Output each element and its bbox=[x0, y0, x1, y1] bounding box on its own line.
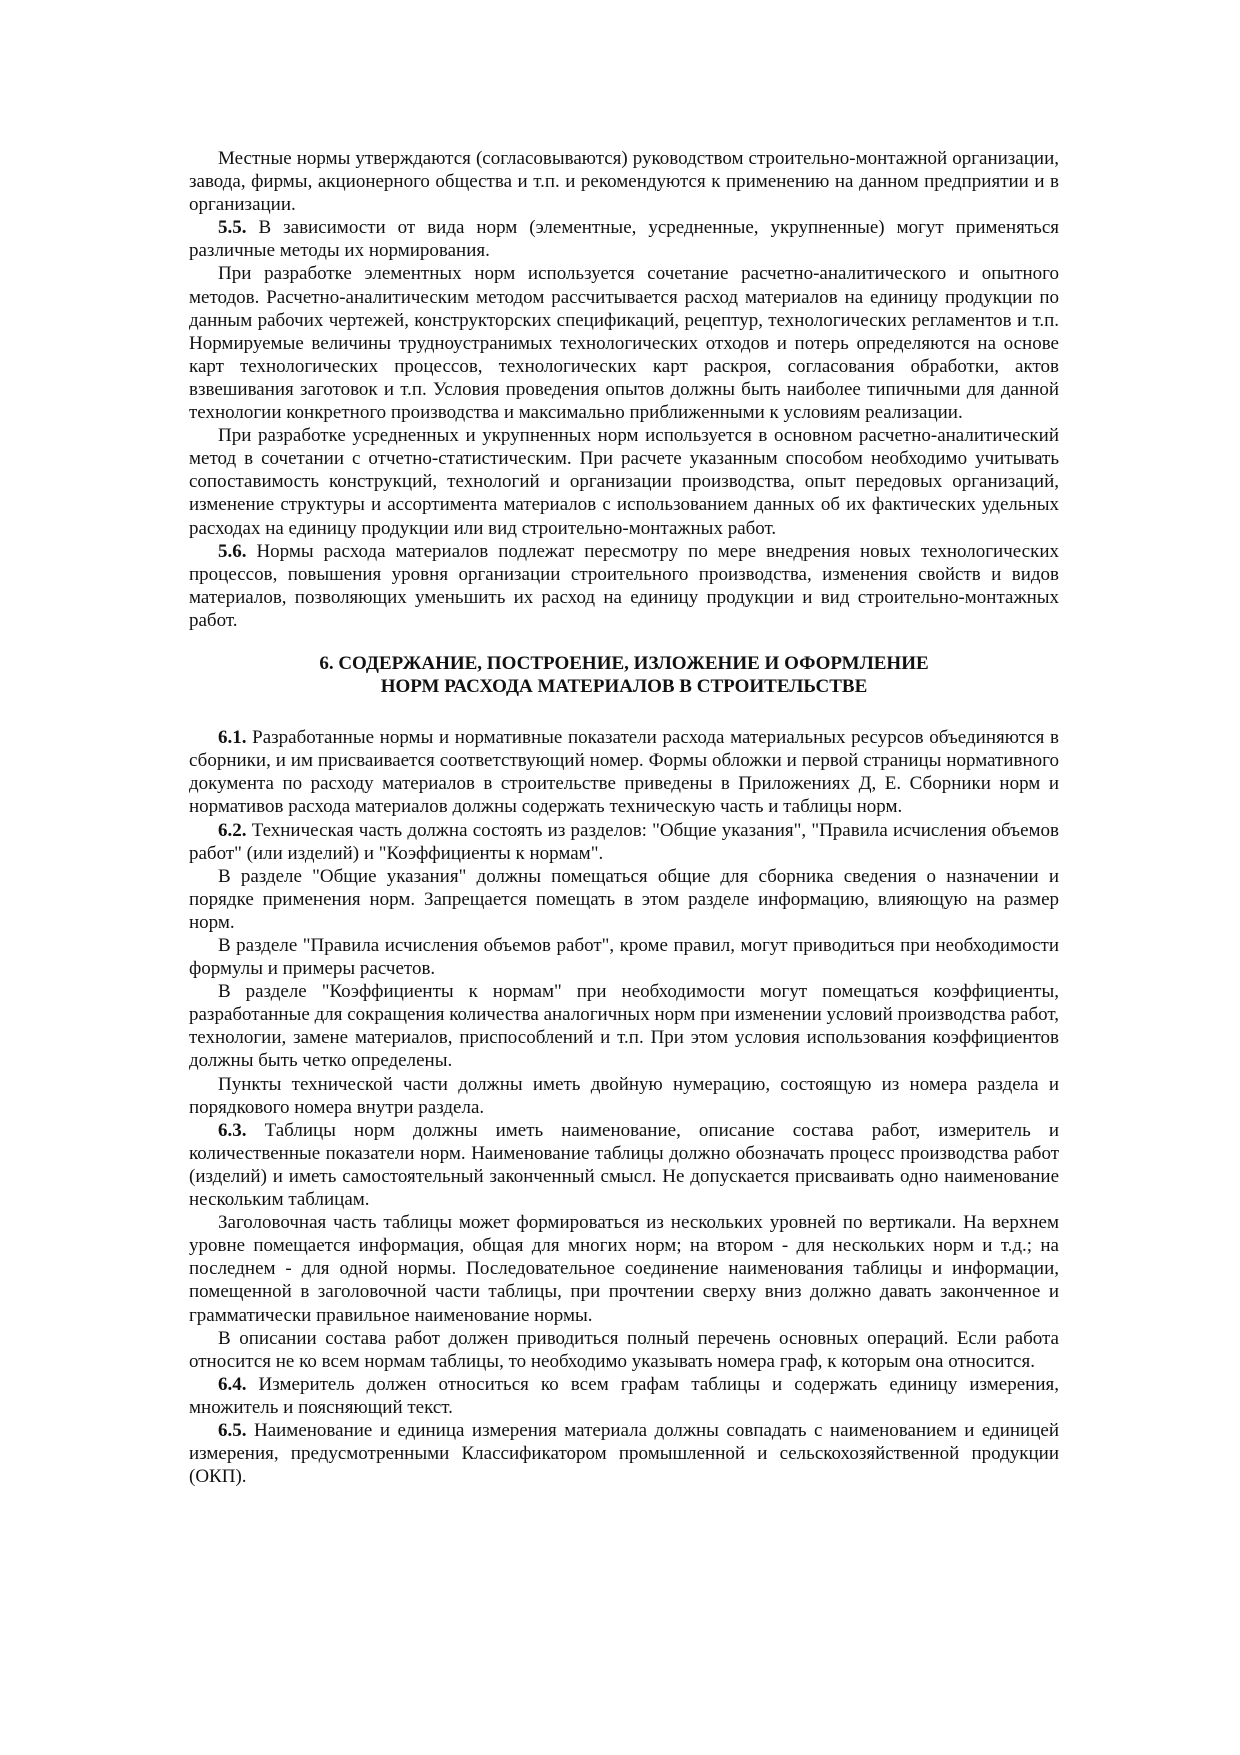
text-block-section-6 bbox=[189, 726, 1059, 1488]
text-block-section-5 bbox=[189, 147, 1059, 632]
clause-number: 6.3. bbox=[218, 1119, 247, 1141]
paragraph-text: Таблицы норм должны иметь наименование, описание состава работ, измеритель и количественные показатели норм. Наименование таблицы должно обозначать процесс производства работ (изделий) и иметь самостоятельный законченный смысл. Не допускается присваивать одно наименование нескольким таблицам. bbox=[189, 1119, 1059, 1211]
paragraph bbox=[189, 262, 1059, 424]
paragraph bbox=[189, 726, 1059, 818]
paragraph-text: В описании состава работ должен приводиться полный перечень основных операций. Если работа относится не ко всем нормам таблицы, то необходимо указывать номера граф, к которым она относится. bbox=[189, 1327, 1059, 1372]
paragraph-text: При разработке усредненных и укрупненных норм используется в основном расчетно-аналитический метод в сочетании с отчетно-статистическим. При расчете указанным способом необходимо учитывать сопоставимость конструкций, технологий и организации производства, опыт передовых организаций, изменение структуры и ассортимента материалов с использованием данных об их фактических удельных расходах на единицу продукции или вид строительно-монтажных работ. bbox=[189, 425, 1059, 539]
paragraph bbox=[189, 934, 1059, 980]
paragraph-text: Местные нормы утверждаются (согласовываются) руководством строительно-монтажной организации, завода, фирмы, акционерного общества и т.п. и рекомендуются к применению на данном предприятии и в организации. bbox=[189, 148, 1059, 216]
paragraph bbox=[189, 216, 1059, 262]
paragraph bbox=[189, 424, 1059, 539]
paragraph bbox=[189, 1211, 1059, 1326]
paragraph bbox=[189, 1327, 1059, 1373]
section-heading-line-1: 6. СОДЕРЖАНИЕ, ПОСТРОЕНИЕ, ИЗЛОЖЕНИЕ И ОФОРМЛЕНИЕ bbox=[319, 652, 929, 674]
paragraph-text: Заголовочная часть таблицы может формироваться из нескольких уровней по вертикали. На верхнем уровне помещается информация, общая для многих норм; на втором - для нескольких норм и т.д.; на последнем - для одной нормы. Последовательное соединение наименования таблицы и информации, помещенной в заголовочной части таблицы, при прочтении сверху вниз должно давать законченное и грамматически правильное наименование нормы. bbox=[189, 1212, 1059, 1326]
paragraph bbox=[189, 980, 1059, 1072]
paragraph bbox=[189, 865, 1059, 934]
clause-number: 6.5. bbox=[218, 1419, 247, 1441]
paragraph bbox=[189, 147, 1059, 216]
paragraph-text: Наименование и единица измерения материала должны совпадать с наименованием и единицей измерения, предусмотренными Классификатором промышленной и сельскохозяйственной продукции (ОКП). bbox=[189, 1419, 1059, 1488]
paragraph-text: Измеритель должен относиться ко всем графам таблицы и содержать единицу измерения, множитель и поясняющий текст. bbox=[189, 1373, 1059, 1418]
paragraph bbox=[189, 1073, 1059, 1119]
paragraph-text: Нормы расхода материалов подлежат пересмотру по мере внедрения новых технологических процессов, повышения уровня организации строительного производства, изменения свойств и видов материалов, позволяющих уменьшить их расход на единицу продукции и вид строительно-монтажных работ. bbox=[189, 540, 1059, 631]
paragraph-text: Разработанные нормы и нормативные показатели расхода материальных ресурсов объединяются в сборники, и им присваивается соответствующий номер. Формы обложки и первой страницы нормативного документа по расходу материалов в строительстве приведены в Приложениях Д, Е. Сборники норм и нормативов расхода материалов должны содержать техническую часть и таблицы норм. bbox=[189, 727, 1059, 818]
paragraph-text: Пункты технической части должны иметь двойную нумерацию, состоящую из номера раздела и порядкового номера внутри раздела. bbox=[189, 1073, 1059, 1118]
clause-number: 6.2. bbox=[218, 819, 247, 841]
paragraph-text: В разделе "Общие указания" должны помещаться общие для сборника сведения о назначении и порядке применения норм. Запрещается помещать в этом разделе информацию, влияющую на размер норм. bbox=[189, 865, 1059, 933]
paragraph-text: В разделе "Коэффициенты к нормам" при необходимости могут помещаться коэффициенты, разработанные для сокращения количества аналогичных норм при изменении условий производства работ, технологии, замене материалов, приспособлений и т.п. При этом условия использования коэффициентов должны быть четко определены. bbox=[189, 981, 1059, 1072]
paragraph bbox=[189, 540, 1059, 632]
section-heading bbox=[189, 652, 1059, 698]
paragraph bbox=[189, 1419, 1059, 1488]
clause-number: 6.1. bbox=[218, 727, 247, 749]
clause-number: 6.4. bbox=[218, 1373, 247, 1395]
paragraph bbox=[189, 1119, 1059, 1211]
paragraph bbox=[189, 819, 1059, 865]
clause-number: 5.5. bbox=[218, 217, 247, 239]
clause-number: 5.6. bbox=[218, 540, 247, 562]
paragraph-text: Техническая часть должна состоять из разделов: "Общие указания", "Правила исчисления объемов работ" (или изделий) и "Коэффициенты к нормам". bbox=[189, 819, 1059, 864]
section-heading-line-2: НОРМ РАСХОДА МАТЕРИАЛОВ В СТРОИТЕЛЬСТВЕ bbox=[380, 676, 868, 698]
paragraph-text: В разделе "Правила исчисления объемов работ", кроме правил, могут приводиться при необходимости формулы и примеры расчетов. bbox=[189, 935, 1059, 980]
document-page bbox=[189, 147, 1059, 1488]
paragraph-text: В зависимости от вида норм (элементные, усредненные, укрупненные) могут применяться различные методы их нормирования. bbox=[189, 217, 1060, 262]
paragraph-text: При разработке элементных норм используется сочетание расчетно-аналитического и опытного методов. Расчетно-аналитическим методом рассчитывается расход материалов на единицу продукции по данным рабочих чертежей, конструкторских спецификаций, рецептур, технологических регламентов и т.п. Нормируемые величины трудноустранимых технологических отходов и потерь определяются на основе карт технологических процессов, технологических карт раскроя, согласования обработки, актов взвешивания заготовок и т.п. Условия проведения опытов должны быть наиболее типичными для данной технологии конкретного производства и максимально приближенными к условиям реализации. bbox=[189, 263, 1059, 424]
paragraph bbox=[189, 1373, 1059, 1419]
